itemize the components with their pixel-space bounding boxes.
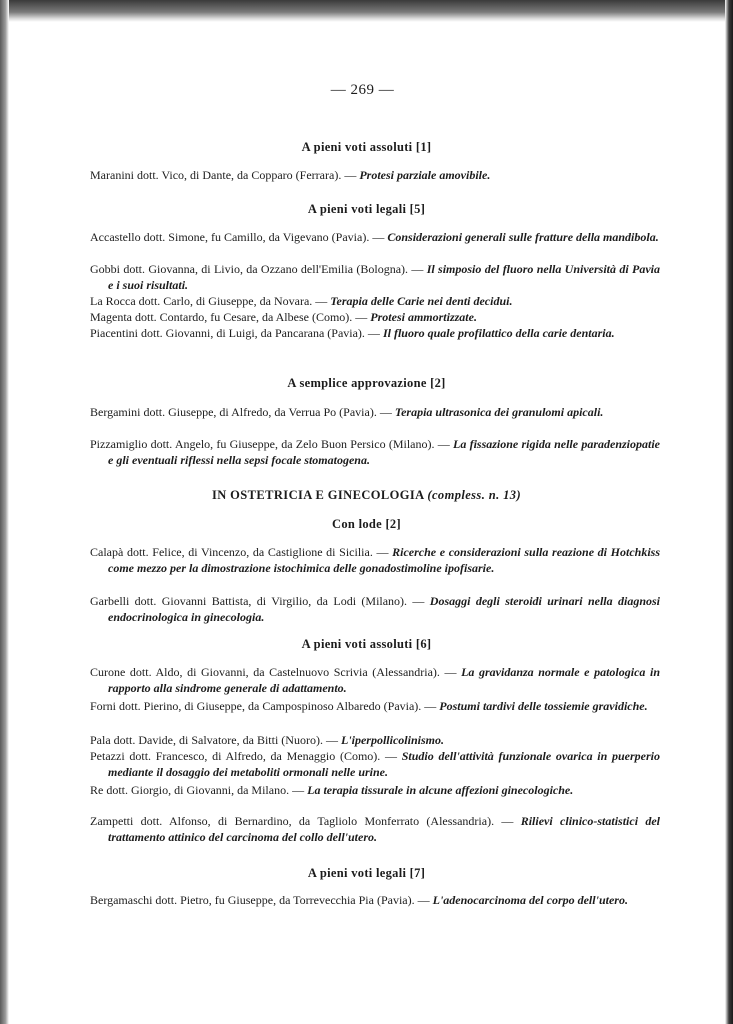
- entry-author: Maranini dott. Vico, di Dante, da Copparo (Ferrara). —: [90, 168, 357, 182]
- discipline-title: IN OSTETRICIA E GINECOLOGIA: [211, 488, 424, 502]
- entry-author: Bergamaschi dott. Pietro, fu Giuseppe, da Torrevecchia Pia (Pavia). —: [90, 893, 430, 907]
- entry-title: Protesi parziale amovibile.: [359, 168, 491, 182]
- thesis-entry: [90, 261, 660, 293]
- entry-title: Protesi ammortizzate.: [370, 310, 477, 324]
- entry-author: Pizzamiglio dott. Angelo, fu Giuseppe, da Zelo Buon Persico (Milano). —: [90, 437, 450, 451]
- entry-title: Dosaggi degli steroidi urinari nella diagnosi endocrinologica in ginecologia.: [108, 594, 660, 624]
- entry-title: Terapia delle Carie nei denti decidui.: [330, 294, 513, 308]
- entry-title: Terapia ultrasonica dei granulomi apicali.: [394, 405, 604, 419]
- heading-text: A pieni voti assoluti [6]: [301, 637, 432, 651]
- entry-author: Curone dott. Aldo, di Giovanni, da Castelnuovo Scrivia (Alessandria). —: [90, 665, 457, 679]
- thesis-entry: [90, 167, 660, 183]
- section-heading: [0, 202, 733, 217]
- entry-author: La Rocca dott. Carlo, di Giuseppe, da Novara. —: [90, 294, 328, 308]
- entry-title: Studio dell'attività funzionale ovarica in puerperio mediante il dosaggio dei metaboliti ormonali nelle urine.: [108, 749, 661, 779]
- entry-title: Considerazioni generali sulle fratture della mandibola.: [387, 230, 659, 244]
- entry-author: Bergamini dott. Giuseppe, di Alfredo, da Verrua Po (Pavia). —: [90, 405, 392, 419]
- entry-title: L'iperpollicolinismo.: [340, 733, 444, 747]
- thesis-entry: [90, 544, 660, 576]
- thesis-entry: [90, 436, 660, 468]
- section-heading: [0, 140, 733, 155]
- thesis-entry: [90, 782, 660, 798]
- entry-author: Accastello dott. Simone, fu Camillo, da Vigevano (Pavia). —: [90, 230, 385, 244]
- entry-title: L'adenocarcinoma del corpo dell'utero.: [432, 893, 628, 907]
- entry-title: Rilievi clinico-statistici del trattamento attinico del carcinoma del collo dell'utero.: [108, 814, 661, 844]
- entry-title: La terapia tissurale in alcune affezioni ginecologiche.: [307, 783, 574, 797]
- thesis-entry: [90, 892, 660, 908]
- page-number: — 269 —: [330, 82, 395, 98]
- entry-author: Magenta dott. Contardo, fu Cesare, da Albese (Como). —: [90, 310, 368, 324]
- section-heading: [0, 517, 733, 532]
- entry-author: Garbelli dott. Giovanni Battista, di Virgilio, da Lodi (Milano). —: [90, 594, 425, 608]
- entry-author: Re dott. Giorgio, di Giovanni, da Milano. —: [90, 783, 305, 797]
- heading-text: Con lode [2]: [332, 517, 401, 531]
- thesis-entry: [90, 404, 660, 420]
- thesis-entry: [90, 293, 660, 309]
- thesis-entry: [90, 698, 660, 714]
- entry-title: Il fluoro quale profilattico della carie dentaria.: [382, 326, 615, 340]
- thesis-entry: [90, 748, 660, 780]
- thesis-entry: [90, 593, 660, 625]
- thesis-entry: [90, 309, 660, 325]
- entry-title: Il simposio del fluoro nella Università di Pavia e i suoi risultati.: [108, 262, 660, 292]
- entry-title: Postumi tardivi delle tossiemie gravidiche.: [439, 699, 648, 713]
- heading-text: A pieni voti legali [7]: [307, 866, 426, 880]
- heading-text: A semplice approvazione [2]: [287, 376, 446, 390]
- entry-author: Gobbi dott. Giovanna, di Livio, da Ozzano dell'Emilia (Bologna). —: [90, 262, 424, 276]
- entry-title: La gravidanza normale e patologica in rapporto alla sindrome generale di adattamento.: [108, 665, 660, 695]
- entry-author: Zampetti dott. Alfonso, di Bernardino, da Tagliolo Monferrato (Alessandria). —: [90, 814, 514, 828]
- thesis-entry: [90, 732, 660, 748]
- discipline-heading: [0, 488, 733, 503]
- entry-author: Calapà dott. Felice, di Vincenzo, da Castiglione di Sicilia. —: [90, 545, 389, 559]
- thesis-entry: [90, 664, 660, 696]
- section-heading: [0, 866, 733, 881]
- entry-author: Piacentini dott. Giovanni, di Luigi, da Pancarana (Pavia). —: [90, 326, 380, 340]
- scan-shadow-top: [0, 0, 733, 22]
- thesis-entry: [90, 813, 660, 845]
- entry-title: Ricerche e considerazioni sulla reazione di Hotchkiss come mezzo per la dimostrazione istochimica delle gonadostimoline ipofisarie.: [108, 545, 661, 575]
- heading-text: A pieni voti legali [5]: [307, 202, 426, 216]
- entry-author: Forni dott. Pierino, di Giuseppe, da Campospinoso Albaredo (Pavia). —: [90, 699, 437, 713]
- section-heading: [0, 376, 733, 391]
- section-heading: [0, 637, 733, 652]
- thesis-entry: [90, 325, 660, 341]
- discipline-count: (compless. n. 13): [427, 488, 522, 502]
- thesis-entry: [90, 229, 660, 245]
- entry-author: Petazzi dott. Francesco, di Alfredo, da Menaggio (Como). —: [90, 749, 398, 763]
- heading-text: A pieni voti assoluti [1]: [301, 140, 432, 154]
- entry-author: Pala dott. Davide, di Salvatore, da Bitti (Nuoro). —: [90, 733, 338, 747]
- entry-title: La fissazione rigida nelle paradenziopatie e gli eventuali riflessi nella sepsi focale stomatogena.: [108, 437, 660, 467]
